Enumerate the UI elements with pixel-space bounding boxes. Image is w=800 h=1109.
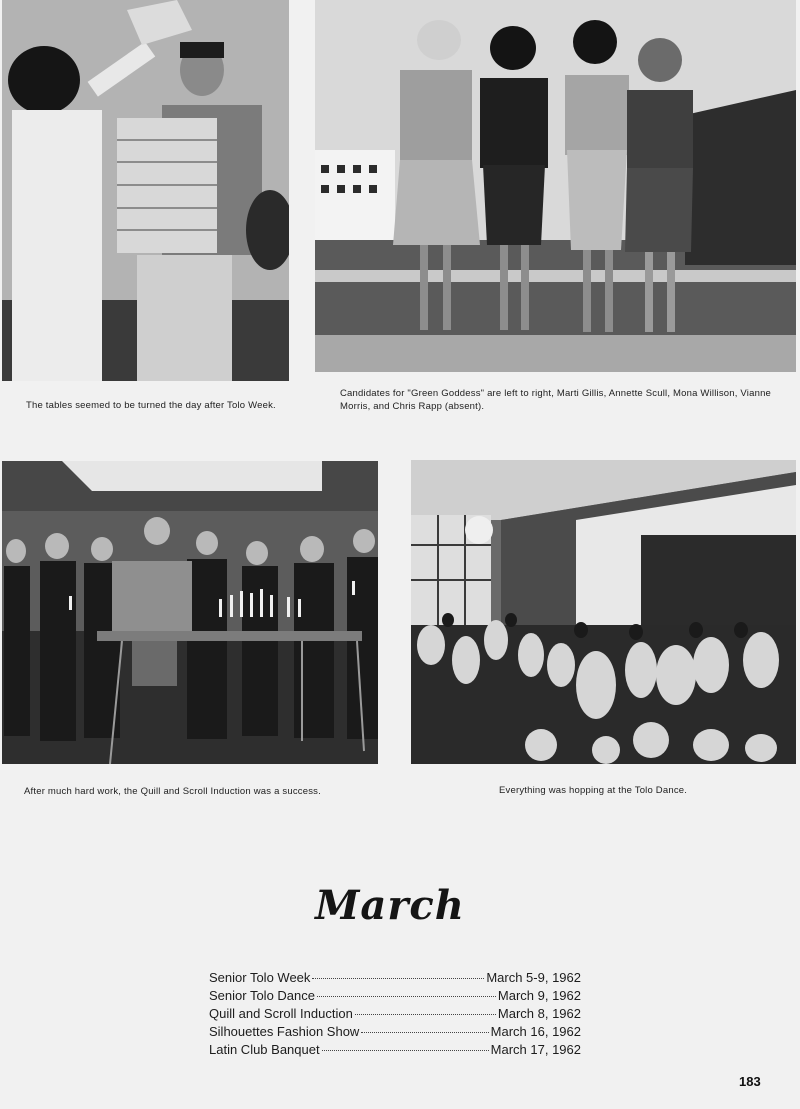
photo-tolo-dance [411, 460, 796, 764]
caption-quill-scroll: After much hard work, the Quill and Scroll Induction was a success. [24, 786, 321, 797]
dot-leader [322, 1050, 489, 1051]
event-name: Silhouettes Fashion Show [209, 1024, 360, 1039]
caption-green-goddess: Candidates for "Green Goddess" are left to right, Marti Gillis, Annette Scull, Mona Willison, Vianne Morris, and Chris Rapp (absent). [340, 388, 772, 412]
event-schedule [209, 969, 581, 1059]
photo-tolo-week-image [2, 0, 289, 381]
page-number: 183 [739, 1074, 761, 1089]
event-row [209, 987, 581, 1005]
event-name: Senior Tolo Dance [209, 988, 315, 1003]
photo-quill-scroll [2, 461, 378, 764]
event-name: Senior Tolo Week [209, 970, 311, 985]
event-date: March 5-9, 1962 [486, 970, 581, 985]
photo-green-goddess-image [315, 0, 796, 372]
photo-tolo-week [2, 0, 289, 381]
event-row [209, 1005, 581, 1023]
dot-leader [317, 996, 496, 997]
event-name: Latin Club Banquet [209, 1042, 320, 1057]
event-row [209, 1041, 581, 1059]
event-date: March 8, 1962 [497, 1006, 581, 1021]
event-date: March 16, 1962 [490, 1024, 581, 1039]
dot-leader [312, 978, 484, 979]
caption-tolo-week: The tables seemed to be turned the day after Tolo Week. [26, 400, 276, 411]
dot-leader [355, 1014, 496, 1015]
caption-tolo-dance: Everything was hopping at the Tolo Dance. [499, 785, 688, 796]
event-date: March 17, 1962 [490, 1042, 581, 1057]
photo-green-goddess [315, 0, 796, 372]
event-row [209, 969, 581, 987]
photo-quill-scroll-image [2, 461, 378, 764]
photo-tolo-dance-image [411, 460, 796, 764]
dot-leader [361, 1032, 488, 1033]
event-row [209, 1023, 581, 1041]
month-title: March [315, 882, 465, 929]
event-date: March 9, 1962 [497, 988, 581, 1003]
event-name: Quill and Scroll Induction [209, 1006, 353, 1021]
